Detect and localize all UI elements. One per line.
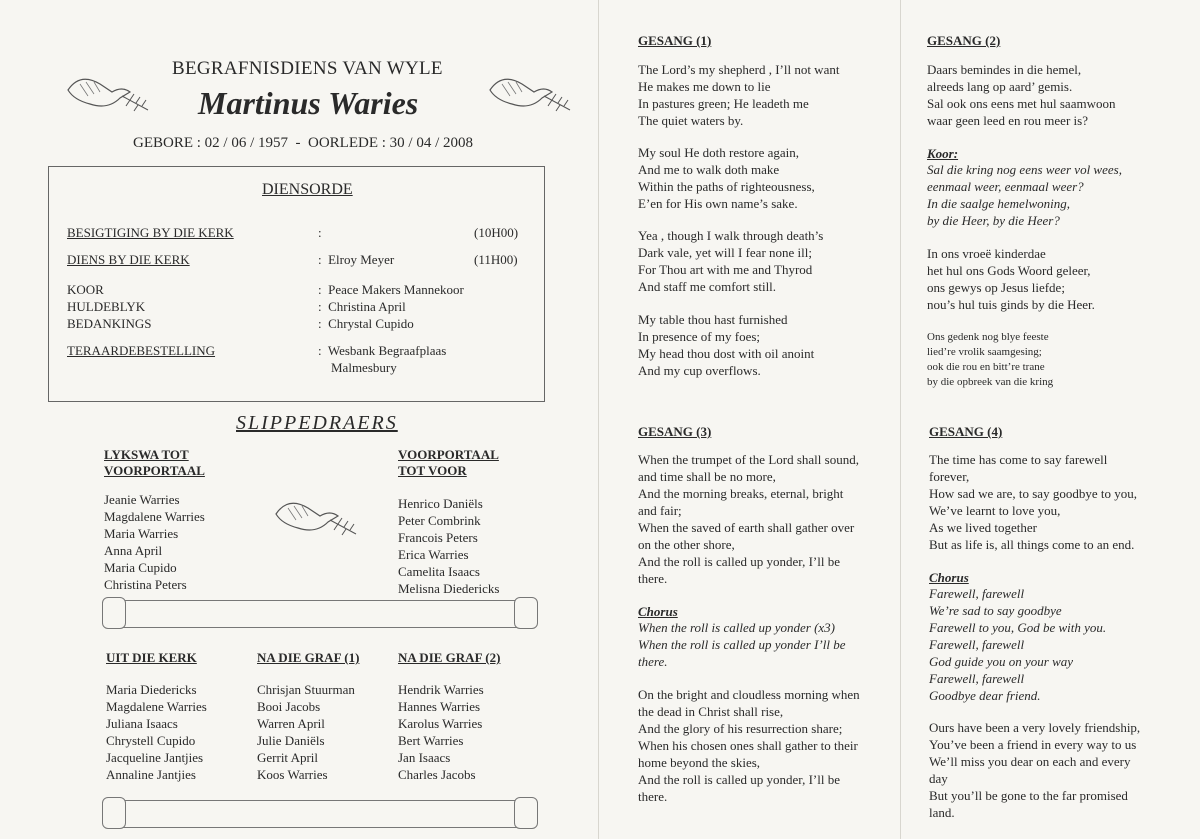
verse-line: He makes me down to lie [638, 79, 771, 94]
verse-line: And the morning breaks, eternal, bright [638, 486, 844, 501]
chorus-line: Farewell, farewell [929, 671, 1025, 686]
verse-line: and fair; [638, 503, 682, 518]
name: Jeanie Warries [104, 492, 180, 507]
name: Bert Warries [398, 733, 464, 748]
group-heading: NA DIE GRAF (1) [257, 650, 360, 665]
dove-icon [268, 494, 363, 544]
group-heading: NA DIE GRAF (2) [398, 650, 501, 665]
hymn-title: GESANG (3) [638, 424, 712, 439]
order-label: BESIGTIGING BY DIE KERK [67, 225, 234, 240]
verse-line: When the trumpet of the Lord shall sound, [638, 452, 859, 467]
verse-line: As we lived together [929, 520, 1037, 535]
name: Annaline Jantjies [106, 767, 196, 782]
verse-line: the dead in Christ shall rise, [638, 704, 784, 719]
hymn-verse [638, 61, 839, 129]
name: Jan Isaacs [398, 750, 451, 765]
verse-line: We’ve learnt to love you, [929, 503, 1061, 518]
verse-line: But you’ll be gone to the far promised [929, 788, 1128, 803]
verse-line: The Lord’s my shepherd , I’ll not want [638, 62, 840, 77]
verse-line: by die opbreek van die kring [927, 376, 1054, 388]
group-names [257, 681, 355, 783]
diensorde-title: DIENSORDE [262, 181, 353, 198]
verse-line: And the glory of his resurrection share; [638, 721, 843, 736]
verse-line: My head thou dost with oil anoint [638, 346, 815, 361]
name: Peter Combrink [398, 513, 481, 528]
name: Maria Cupido [104, 560, 177, 575]
chorus-line: there. [638, 654, 668, 669]
page-fold [900, 0, 901, 839]
order-value: : Peace Makers Mannekoor [318, 282, 464, 297]
hymn-verse [638, 686, 860, 805]
verse-line: And staff me comfort still. [638, 279, 777, 294]
verse-line: And the roll is called up yonder, I’ll be [638, 772, 841, 787]
name: Hendrik Warries [398, 682, 484, 697]
name: Karolus Warries [398, 716, 483, 731]
verse-line: alreeds lang op aard’ gemis. [927, 79, 1073, 94]
group-heading: TOT VOOR [398, 463, 467, 478]
hymn-verse [638, 451, 859, 587]
verse-line: Ons gedenk nog blye feeste [927, 331, 1049, 343]
verse-line: on the other shore, [638, 537, 735, 552]
verse-line: My soul He doth restore again, [638, 145, 800, 160]
hymn-chorus [638, 619, 845, 670]
group-names [398, 681, 484, 783]
verse-line: And my cup overflows. [638, 363, 761, 378]
group-names [104, 491, 205, 593]
group-heading: LYKSWA TOT [104, 447, 189, 462]
scroll-banner [120, 800, 520, 828]
verse-line: het hul ons Gods Woord geleer, [927, 263, 1091, 278]
verse-line: The time has come to say farewell [929, 452, 1108, 467]
name: Jacqueline Jantjies [106, 750, 204, 765]
name: Maria Warries [104, 526, 179, 541]
hymn-verse [638, 311, 814, 379]
koor-label: Koor: [927, 146, 959, 161]
group-names [398, 495, 499, 597]
chorus-line: Farewell, farewell [929, 637, 1025, 652]
order-value: : [318, 225, 322, 240]
order-value-line2: Malmesbury [331, 360, 397, 375]
verse-line: You’ve been a friend in every way to us [929, 737, 1137, 752]
verse-line: And me to walk doth make [638, 162, 780, 177]
verse-line: When his chosen ones shall gather to their [638, 738, 858, 753]
verse-line: Dark vale, yet will I fear none ill; [638, 245, 812, 260]
verse-line: In ons vroeë kinderdae [927, 246, 1046, 261]
verse-line: Within the paths of righteousness, [638, 179, 815, 194]
hymn-chorus [929, 585, 1106, 704]
name: Maria Diedericks [106, 682, 197, 697]
chorus-line: When the roll is called up yonder I’ll be [638, 637, 846, 652]
verse-line: On the bright and cloudless morning when [638, 687, 860, 702]
verse-line: land. [929, 805, 955, 820]
hymn-title: GESANG (4) [929, 424, 1003, 439]
diensorde-box [48, 166, 545, 402]
hymn-verse [638, 227, 823, 295]
order-label: DIENS BY DIE KERK [67, 252, 190, 267]
name: Hannes Warries [398, 699, 481, 714]
name: Anna April [104, 543, 163, 558]
name: Booi Jacobs [257, 699, 321, 714]
name: Erica Warries [398, 547, 469, 562]
verse-line: forever, [929, 469, 970, 484]
name: Magdalene Warries [106, 699, 207, 714]
verse-line: there. [638, 571, 668, 586]
dove-icon [482, 70, 577, 120]
verse-line: Daars bemindes in die hemel, [927, 62, 1082, 77]
chorus-line: In die saalge hemelwoning, [927, 196, 1070, 211]
birth-death-dates: GEBORE : 02 / 06 / 1957 - OORLEDE : 30 / 04 / 2008 [133, 135, 473, 151]
name: Melisna Diedericks [398, 581, 500, 596]
verse-line: home beyond the skies, [638, 755, 761, 770]
group-heading: UIT DIE KERK [106, 650, 197, 665]
verse-line: nou’s hul tuis ginds by die Heer. [927, 297, 1095, 312]
order-label: HULDEBLYK [67, 299, 146, 314]
order-label: TERAARDEBESTELLING [67, 343, 216, 358]
verse-line: In presence of my foes; [638, 329, 761, 344]
verse-line: My table thou hast furnished [638, 312, 788, 327]
order-time: (10H00) [474, 225, 519, 240]
name: Julie Daniëls [257, 733, 325, 748]
verse-line: For Thou art with me and Thyrod [638, 262, 813, 277]
verse-line: waar geen leed en rou meer is? [927, 113, 1088, 128]
order-value: : Chrystal Cupido [318, 316, 414, 331]
hymn-verse [927, 330, 1053, 390]
verse-line: ons gewys op Jesus liefde; [927, 280, 1065, 295]
order-label: BEDANKINGS [67, 316, 152, 331]
verse-line: ook die rou en bitt’re trane [927, 361, 1045, 373]
verse-line: E’en for His own name’s sake. [638, 196, 798, 211]
name: Henrico Daniëls [398, 496, 483, 511]
verse-line: We’ll miss you dear on each and every [929, 754, 1131, 769]
verse-line: lied’re vrolik saamgesing; [927, 346, 1042, 358]
verse-line: And the roll is called up yonder, I’ll be [638, 554, 841, 569]
chorus-line: Farewell to you, God be with you. [929, 620, 1107, 635]
dove-icon [60, 70, 155, 120]
hymn-verse [929, 719, 1140, 821]
chorus-label: Chorus [638, 604, 678, 619]
group-heading: VOORPORTAAL [398, 447, 499, 462]
verse-line: and time shall be no more, [638, 469, 776, 484]
name: Chrystell Cupido [106, 733, 196, 748]
hymn-verse [929, 451, 1137, 553]
name: Koos Warries [257, 767, 328, 782]
name: Warren April [257, 716, 325, 731]
hymn-title: GESANG (2) [927, 33, 1001, 48]
name: Camelita Isaacs [398, 564, 480, 579]
verse-line: there. [638, 789, 668, 804]
chorus-line: Farewell, farewell [929, 586, 1025, 601]
hymn-verse [638, 144, 815, 212]
hymn-verse [927, 61, 1115, 129]
hymn-chorus [927, 161, 1122, 229]
verse-line: In pastures green; He leadeth me [638, 96, 809, 111]
verse-line: Ours have been a very lovely friendship, [929, 720, 1141, 735]
chorus-line: God guide you on your way [929, 654, 1074, 669]
verse-line: Yea , though I walk through death’s [638, 228, 824, 243]
deceased-name: Martinus Waries [198, 85, 419, 121]
chorus-line: We’re sad to say goodbye [929, 603, 1062, 618]
order-value: : Wesbank Begraafplaas [318, 343, 447, 358]
verse-line: day [929, 771, 948, 786]
scroll-banner [120, 600, 520, 628]
hymn-verse [927, 245, 1095, 313]
chorus-line: eenmaal weer, eenmaal weer? [927, 179, 1084, 194]
verse-line: Sal ook ons eens met hul saamwoon [927, 96, 1116, 111]
page-fold [598, 0, 599, 839]
hymn-title: GESANG (1) [638, 33, 712, 48]
name: Christina Peters [104, 577, 187, 592]
service-title: BEGRAFNISDIENS VAN WYLE [172, 58, 443, 79]
chorus-label: Chorus [929, 570, 969, 585]
chorus-line: Sal die kring nog eens weer vol wees, [927, 162, 1122, 177]
chorus-line: Goodbye dear friend. [929, 688, 1041, 703]
name: Francois Peters [398, 530, 478, 545]
name: Gerrit April [257, 750, 319, 765]
order-value: : Christina April [318, 299, 406, 314]
order-value: : Elroy Meyer [318, 252, 395, 267]
chorus-line: When the roll is called up yonder (x3) [638, 620, 835, 635]
order-label: KOOR [67, 282, 104, 297]
name: Magdalene Warries [104, 509, 205, 524]
name: Charles Jacobs [398, 767, 476, 782]
group-names [106, 681, 207, 783]
verse-line: When the saved of earth shall gather over [638, 520, 855, 535]
verse-line: But as life is, all things come to an end. [929, 537, 1135, 552]
verse-line: The quiet waters by. [638, 113, 744, 128]
chorus-line: by die Heer, by die Heer? [927, 213, 1060, 228]
name: Chrisjan Stuurman [257, 682, 355, 697]
slippedraers-title: SLIPPEDRAERS [236, 412, 398, 434]
group-heading: VOORPORTAAL [104, 463, 205, 478]
verse-line: How sad we are, to say goodbye to you, [929, 486, 1137, 501]
name: Juliana Isaacs [106, 716, 178, 731]
order-time: (11H00) [474, 252, 518, 267]
